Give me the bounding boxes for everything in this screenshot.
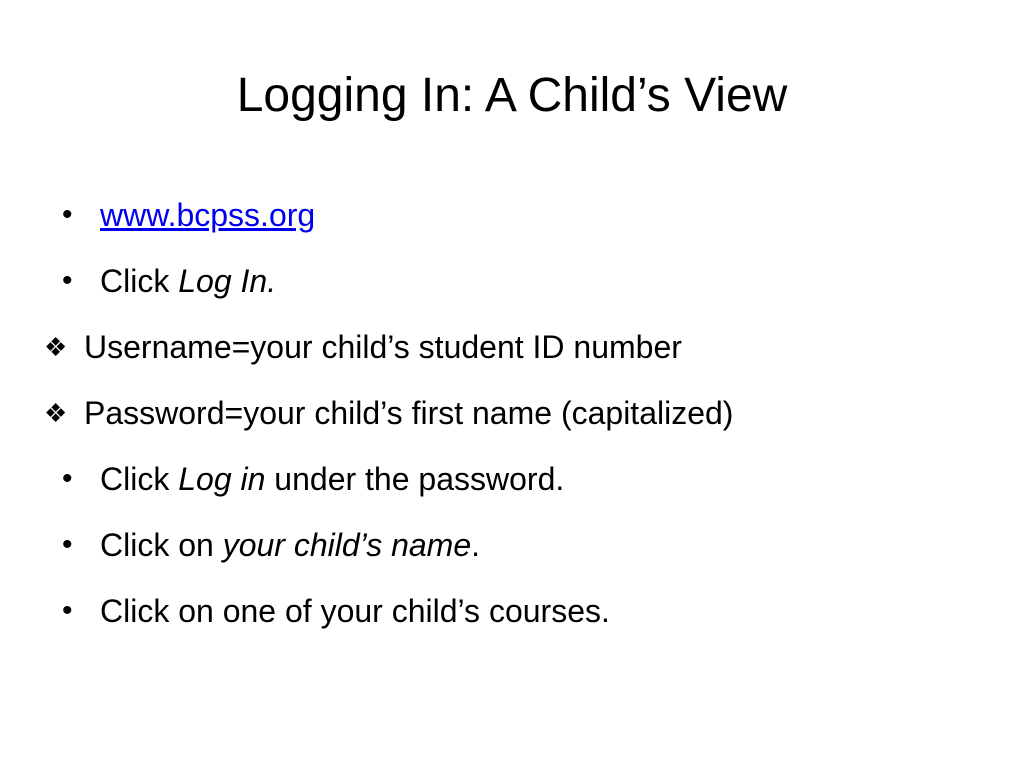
bullet-text-course: Click on one of your child’s courses. — [100, 593, 610, 629]
bullet-text-prefix: Click — [100, 461, 179, 497]
bullet-dot-icon: • — [62, 198, 73, 231]
diamond-bullet-icon: ❖ — [44, 398, 68, 428]
bullet-list — [44, 190, 1002, 652]
bullet-text-emphasis: your child’s name — [222, 527, 472, 563]
bullet-dot-icon: • — [62, 264, 73, 297]
bullet-item-click-child-name — [62, 520, 1002, 586]
bcpss-website-link[interactable]: www.bcpss.org — [100, 197, 316, 233]
bullet-item-username — [44, 322, 1002, 388]
bullet-text-emphasis: Log in — [178, 461, 266, 497]
bullet-item-click-course — [62, 586, 1002, 652]
bullet-item-click-log-in-under-password — [62, 454, 1002, 520]
bullet-text-suffix: . — [471, 527, 481, 563]
bullet-item-click-log-in — [62, 256, 1002, 322]
bullet-text-username: Username=your child’s student ID number — [84, 329, 682, 365]
slide-title: Logging In: A Child’s View — [236, 69, 788, 122]
bullet-dot-icon: • — [62, 594, 73, 627]
bullet-dot-icon: • — [62, 462, 73, 495]
bullet-text-password: Password=your child’s first name (capitalized) — [84, 395, 734, 431]
bullet-item-website — [62, 190, 1002, 256]
diamond-bullet-icon: ❖ — [44, 332, 68, 362]
bullet-dot-icon: • — [62, 528, 73, 561]
bullet-text-prefix: Click on — [100, 527, 223, 563]
bullet-text-emphasis: Log In. — [178, 263, 277, 299]
bullet-text-suffix: under the password. — [265, 461, 565, 497]
bullet-text-prefix: Click — [100, 263, 179, 299]
bullet-item-password — [44, 388, 1002, 454]
